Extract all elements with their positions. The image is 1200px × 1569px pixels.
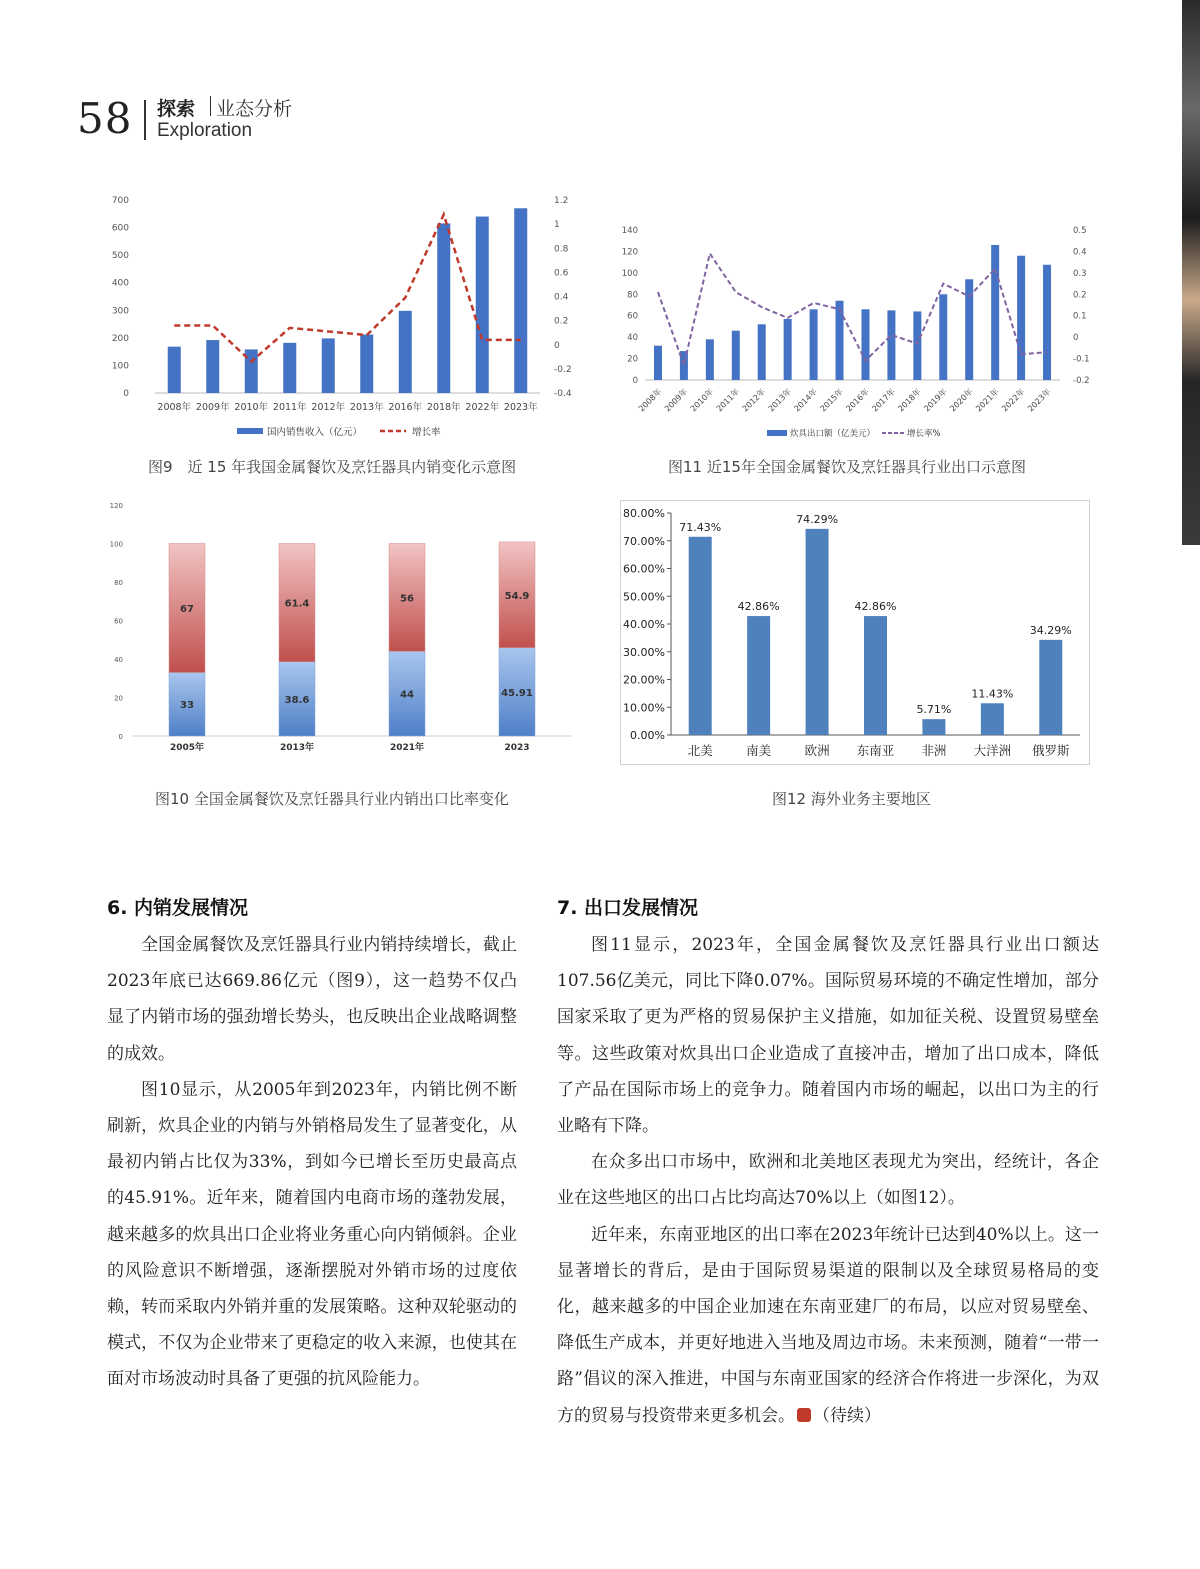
- bar: [747, 616, 770, 735]
- bar: [758, 324, 766, 380]
- y2-tick-label: 0.4: [1073, 247, 1087, 258]
- paragraph: 全国金属餐饮及烹饪器具行业内销持续增长，截止2023年底已达669.86亿元（图9），这一趋势不仅凸显了内销市场的强劲增长势头，也反映出企业战略调整的成效。: [107, 935, 517, 1064]
- data-label: 61.4: [284, 598, 310, 610]
- y-tick-label: 700: [111, 196, 129, 206]
- y2-tick-label: 0.1: [1073, 311, 1087, 322]
- edge-photo-strip: [1182, 0, 1200, 545]
- x-tick-label: 2018年: [896, 387, 923, 414]
- bar: [836, 301, 844, 380]
- legend-label: 炊具出口额（亿美元）: [790, 429, 876, 439]
- y-tick-label: 60.00%: [623, 562, 665, 576]
- x-tick-label: 2008年: [636, 387, 664, 414]
- x-tick-label: 2020年: [948, 387, 975, 414]
- x-tick-label: 非洲: [921, 743, 947, 758]
- x-tick-label: 2008年: [157, 402, 192, 413]
- x-tick-label: 2018年: [426, 402, 461, 413]
- data-label: 42.86%: [737, 600, 780, 614]
- bar: [887, 310, 895, 380]
- y2-tick-label: 0.2: [1073, 290, 1087, 301]
- y-tick-label: 60: [114, 617, 123, 626]
- header-divider: [144, 100, 146, 140]
- y2-tick-label: 1.2: [554, 196, 569, 206]
- y2-tick-label: -0.4: [554, 389, 572, 399]
- paragraph-final: [557, 1217, 1099, 1434]
- y2-tick-label: 0.6: [554, 268, 569, 279]
- y-tick-label: 40.00%: [623, 618, 665, 631]
- data-label: 56: [400, 593, 414, 605]
- bar: [1017, 256, 1025, 380]
- legend-swatch-bar: [767, 430, 787, 436]
- bar: [784, 319, 792, 380]
- y2-tick-label: -0.2: [1073, 376, 1090, 386]
- data-label: 71.43%: [679, 520, 722, 534]
- data-label: 5.71%: [916, 703, 952, 717]
- bar: [1043, 265, 1051, 380]
- caption-fig11: 图11 近15年全国金属餐饮及烹饪器具行业出口示意图: [668, 458, 1026, 476]
- x-tick-label: 2013年: [279, 743, 315, 753]
- y2-tick-label: 0.4: [554, 292, 569, 303]
- article-column-right: [557, 893, 1099, 1434]
- section-separator: [210, 96, 211, 116]
- y-tick-label: 0: [123, 389, 129, 399]
- y2-tick-label: 0.3: [1073, 268, 1087, 279]
- y2-tick-label: 0: [1073, 333, 1079, 344]
- y2-tick-label: 0: [554, 340, 560, 351]
- bar: [206, 340, 219, 393]
- to-be-continued: （待续）: [813, 1405, 881, 1426]
- data-label: 44: [400, 689, 414, 701]
- y-tick-label: 50.00%: [623, 590, 665, 604]
- x-tick-label: 2021年: [389, 743, 425, 753]
- bar: [806, 529, 829, 735]
- caption-fig12: 图12 海外业务主要地区: [772, 790, 931, 808]
- legend-swatch-bar: [237, 428, 263, 434]
- x-tick-label: 2005年: [169, 743, 205, 753]
- x-tick-label: 2014年: [792, 387, 820, 414]
- x-tick-label: 2009年: [195, 402, 230, 413]
- data-label: 54.9: [504, 590, 530, 602]
- y-tick-label: 40: [114, 656, 123, 664]
- y-tick-label: 80.00%: [623, 507, 665, 520]
- chart-fig10: [107, 497, 582, 759]
- x-tick-label: 北美: [687, 743, 713, 758]
- bar: [360, 335, 373, 393]
- data-label: 34.29%: [1029, 623, 1072, 637]
- bar: [514, 208, 527, 393]
- bar: [399, 311, 412, 393]
- x-tick-label: 2023: [504, 743, 530, 753]
- data-label: 11.43%: [971, 687, 1014, 701]
- data-label: 42.86%: [854, 600, 897, 614]
- x-tick-label: 2011年: [714, 387, 742, 414]
- x-tick-label: 2012年: [311, 402, 346, 413]
- x-tick-label: 2022年: [465, 402, 500, 413]
- y-tick-label: 600: [111, 223, 129, 234]
- y-tick-label: 40: [627, 333, 638, 344]
- chart-fig9: [100, 190, 590, 452]
- x-tick-label: 2010年: [688, 387, 716, 414]
- x-tick-label: 2017年: [870, 387, 897, 414]
- y-tick-label: 400: [111, 278, 129, 289]
- growth-line: [658, 254, 1047, 365]
- y-tick-label: 120: [621, 247, 638, 258]
- y2-tick-label: 0.2: [554, 316, 569, 327]
- bar: [689, 537, 712, 735]
- bar: [810, 309, 818, 380]
- subsection-title: 业态分析: [216, 98, 293, 120]
- bar: [706, 339, 714, 380]
- x-tick-label: 2023年: [1026, 387, 1053, 414]
- y-tick-label: 10.00%: [623, 701, 665, 715]
- x-tick-label: 俄罗斯: [1032, 743, 1070, 758]
- y-tick-label: 500: [111, 251, 129, 262]
- y-tick-label: 30.00%: [623, 645, 665, 659]
- legend-label: 国内销售收入（亿元）: [267, 427, 363, 438]
- paragraph: 在众多出口市场中，欧洲和北美地区表现尤为突出，经统计，各企业在这些地区的出口占比均高达70%以上（如图12）。: [557, 1152, 1099, 1209]
- legend-label: 增长率%: [907, 429, 941, 439]
- bar: [981, 703, 1004, 735]
- article-column-left: [107, 893, 517, 1398]
- y-tick-label: 200: [111, 333, 129, 344]
- data-label: 74.29%: [796, 512, 839, 526]
- bar: [283, 343, 296, 393]
- y2-tick-label: 1: [554, 220, 560, 231]
- x-tick-label: 2013年: [349, 402, 384, 413]
- x-tick-label: 2016年: [844, 387, 871, 414]
- paragraph: 图11显示，2023年，全国金属餐饮及烹饪器具行业出口额达107.56亿美元，同比下降0.07%。国际贸易环境的不确定性增加，部分国家采取了更为严格的贸易保护主义措施，如加征关税、设置贸易壁垒等。这些政策对炊具出口企业造成了直接冲击，增加了出口成本，降低了产品在国际市场上的竞争力。随着国内市场的崛起，以出口为主的行业略有下降。: [557, 935, 1099, 1137]
- y-tick-label: 120: [109, 502, 123, 510]
- y-tick-label: 100: [621, 268, 638, 279]
- y2-tick-label: -0.2: [554, 364, 572, 375]
- x-tick-label: 欧洲: [804, 743, 830, 758]
- bar: [1039, 640, 1062, 735]
- data-label: 67: [180, 603, 194, 615]
- bar: [476, 217, 489, 393]
- page-number: 58: [77, 94, 133, 143]
- bar: [922, 719, 945, 735]
- chart-fig12: [620, 500, 1090, 765]
- y-tick-label: 0: [118, 733, 123, 741]
- y-tick-label: 300: [111, 306, 129, 317]
- x-tick-label: 2019年: [922, 387, 949, 414]
- x-tick-label: 2011年: [272, 402, 307, 413]
- x-tick-label: 2021年: [974, 387, 1001, 414]
- y-tick-label: 100: [111, 361, 129, 372]
- y2-tick-label: 0.8: [554, 244, 569, 255]
- data-label: 45.91: [501, 687, 533, 699]
- x-tick-label: 南美: [746, 743, 772, 758]
- growth-line: [174, 214, 521, 361]
- section-heading-export: 7. 出口发展情况: [557, 897, 699, 919]
- x-tick-label: 2016年: [388, 402, 423, 413]
- x-tick-label: 2015年: [818, 387, 845, 414]
- y-tick-label: 100: [109, 540, 123, 549]
- y-tick-label: 80: [114, 579, 123, 587]
- bar: [654, 346, 662, 380]
- section-heading-domestic: 6. 内销发展情况: [107, 897, 249, 919]
- bar: [861, 309, 869, 380]
- section-title-en: Exploration: [157, 120, 253, 141]
- end-mark-icon: [797, 1408, 811, 1422]
- caption-fig10: 图10 全国金属餐饮及烹饪器具行业内销出口比率变化: [155, 790, 509, 808]
- x-tick-label: 2012年: [740, 387, 768, 414]
- caption-fig9: 图9 近 15 年我国金属餐饮及烹饪器具内销变化示意图: [148, 458, 517, 476]
- bar: [322, 338, 335, 393]
- paragraph-text: 近年来，东南亚地区的出口率在2023年统计已达到40%以上。这一显著增长的背后，是由于国际贸易渠道的限制以及全球贸易格局的变化，越来越多的中国企业加速在东南亚建厂的布局，以应对贸易壁垒、降低生产成本，并更好地进入当地及周边市场。未来预测，随着“一带一路”倡议的深入推进，中国与东南亚国家的经济合作将进一步深化，为双方的贸易与投资带来更多机会。: [557, 1224, 1099, 1426]
- x-tick-label: 2013年: [766, 387, 794, 414]
- x-tick-label: 东南亚: [856, 743, 895, 758]
- section-title: 探索: [157, 98, 196, 120]
- y2-tick-label: 0.5: [1073, 226, 1087, 236]
- y2-tick-label: -0.1: [1073, 354, 1090, 365]
- y-tick-label: 0.00%: [630, 729, 665, 742]
- bar: [168, 347, 181, 393]
- x-tick-label: 2023年: [503, 402, 538, 413]
- data-label: 38.6: [284, 694, 310, 706]
- bar: [939, 294, 947, 380]
- x-tick-label: 2009年: [662, 387, 690, 414]
- x-tick-label: 2022年: [1000, 387, 1027, 414]
- y-tick-label: 20.00%: [623, 673, 665, 687]
- y-tick-label: 60: [627, 311, 638, 322]
- legend-label: 增长率: [412, 427, 441, 438]
- data-label: 33: [180, 700, 194, 712]
- bar: [864, 616, 887, 735]
- chart-fig11: [620, 220, 1100, 445]
- y-tick-label: 140: [621, 226, 638, 236]
- x-tick-label: 大洋洲: [973, 743, 1012, 758]
- bar: [732, 331, 740, 380]
- bar: [991, 245, 999, 380]
- y-tick-label: 0: [632, 376, 638, 386]
- bar: [913, 311, 921, 380]
- x-tick-label: 2010年: [234, 402, 269, 413]
- y-tick-label: 20: [627, 354, 638, 365]
- y-tick-label: 20: [114, 694, 123, 703]
- paragraph: 图10显示，从2005年到2023年，内销比例不断刷新，炊具企业的内销与外销格局发生了显著变化，从最初内销占比仅为33%，到如今已增长至历史最高点的45.91%。近年来，随着国内电商市场的蓬勃发展，越来越多的炊具出口企业将业务重心向内销倾斜。企业的风险意识不断增强，逐渐摆脱对外销市场的过度依赖，转而采取内外销并重的发展策略。这种双轮驱动的模式，不仅为企业带来了更稳定的收入来源，也使其在面对市场波动时具备了更强的抗风险能力。: [107, 1079, 517, 1390]
- y-tick-label: 80: [627, 290, 638, 301]
- y-tick-label: 70.00%: [623, 534, 665, 548]
- bar: [437, 223, 450, 393]
